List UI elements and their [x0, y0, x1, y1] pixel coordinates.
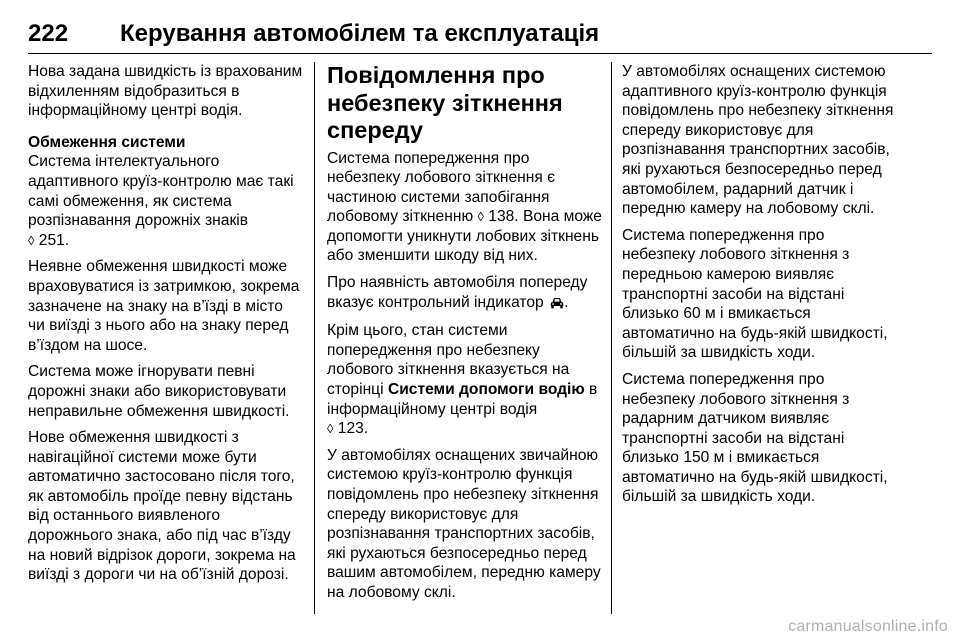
header-rule — [28, 53, 932, 54]
punctuation: . — [564, 293, 569, 311]
paragraph — [327, 321, 603, 439]
paragraph: Нова задана швидкість із врахованим відхиленням відобразиться в інформаційному центрі водія. — [28, 63, 303, 120]
watermark-text: carmanualsonline.info — [788, 618, 948, 635]
paragraph-text: Система інтелектуального адаптивного круїз-контролю має такі самі обмеження, як система розпізнавання дорожніх знаків — [28, 153, 294, 230]
page-number: 222 — [28, 20, 69, 47]
paragraph: У автомобілях оснащених звичайною системою круїз-контролю функція повідомлень про небезпеку зіткнення спереду використовує для розпізнавання транспортних засобів, які рухаються безпосередньо перед вашим автомобілем, передню камеру на лобовому склі. — [327, 446, 601, 601]
text-column-3 — [622, 62, 898, 514]
paragraph: Система попередження про небезпеку лобового зіткнення з передньою камерою виявляє транспортні засоби на відстані близько 60 м і вмикається автоматично на будь-якій швидкості, більшій за швидкість ходи. — [622, 226, 888, 362]
paragraph: Нове обмеження швидкості з навігаційної системи може бути автоматично застосовано після того, як автомобіль проїде певну відстань від останнього виявленого дорожнього знака, або під час в’їзду на новий відрізок дороги, зокрема на виїзді з дороги чи на об’їзній дорозі. — [28, 429, 296, 584]
sub-heading: Обмеження системи — [28, 133, 186, 151]
text-column-2 — [327, 62, 603, 610]
paragraph — [28, 152, 304, 250]
bold-term: Системи допомоги водію — [387, 381, 585, 399]
page-title: Керування автомобілем та експлуатація — [120, 20, 600, 47]
paragraph-text: Крім цього, стан системи попередження про небезпеку лобового зіткнення вказується на сторінці — [327, 322, 570, 399]
column-divider-2 — [611, 62, 612, 614]
paragraph — [327, 149, 603, 267]
page-ref[interactable]: 123. — [337, 420, 369, 438]
page-ref[interactable]: 251. — [38, 231, 70, 249]
text-column-1 — [28, 62, 304, 592]
paragraph-text: в інформаційному центрі водія — [327, 381, 598, 418]
page-header — [28, 20, 932, 54]
page-ref-arrow: ◊ — [477, 209, 484, 225]
paragraph-text: Система попередження про небезпеку лобового зіткнення є частиною системи запобігання лобовому зіткненню — [327, 149, 556, 226]
section-title: Повідомлення про небезпеку зіткнення спереду — [327, 62, 563, 143]
paragraph: Неявне обмеження швидкості може враховуватися із затримкою, зокрема зазначене на знаку на в’їзді в місто чи виїзді з нього або на знаку перед в’їздом на шосе. — [28, 258, 300, 354]
car-ahead-icon — [550, 295, 564, 315]
paragraph-text: Вона може допомогти уникнути лобових зіткнень або зменшити шкоду від них. — [327, 208, 602, 265]
page-ref-arrow: ◊ — [28, 232, 35, 248]
paragraph — [327, 273, 603, 314]
paragraph-text: Про наявність автомобіля попереду вказує контрольний індикатор — [327, 274, 588, 311]
column-divider-1 — [314, 62, 315, 614]
paragraph: Система попередження про небезпеку лобового зіткнення з радарним датчиком виявляє транспортні засоби на відстані близько 150 м і вмикається автоматично на будь-якій швидкості, більшій за швидкість ходи. — [622, 370, 888, 506]
paragraph: У автомобілях оснащених системою адаптивного круїз-контролю функція повідомлень про небезпеку зіткнення спереду використовує для розпізнавання транспортних засобів, які рухаються безпосередньо перед автомобілем, радарний датчик і передню камеру на лобовому склі. — [622, 63, 894, 218]
paragraph: Система може ігнорувати певні дорожні знаки або використовувати неправильне обмеження швидкості. — [28, 363, 290, 420]
page-ref[interactable]: 138. — [488, 208, 519, 226]
page-ref-arrow: ◊ — [327, 421, 334, 437]
